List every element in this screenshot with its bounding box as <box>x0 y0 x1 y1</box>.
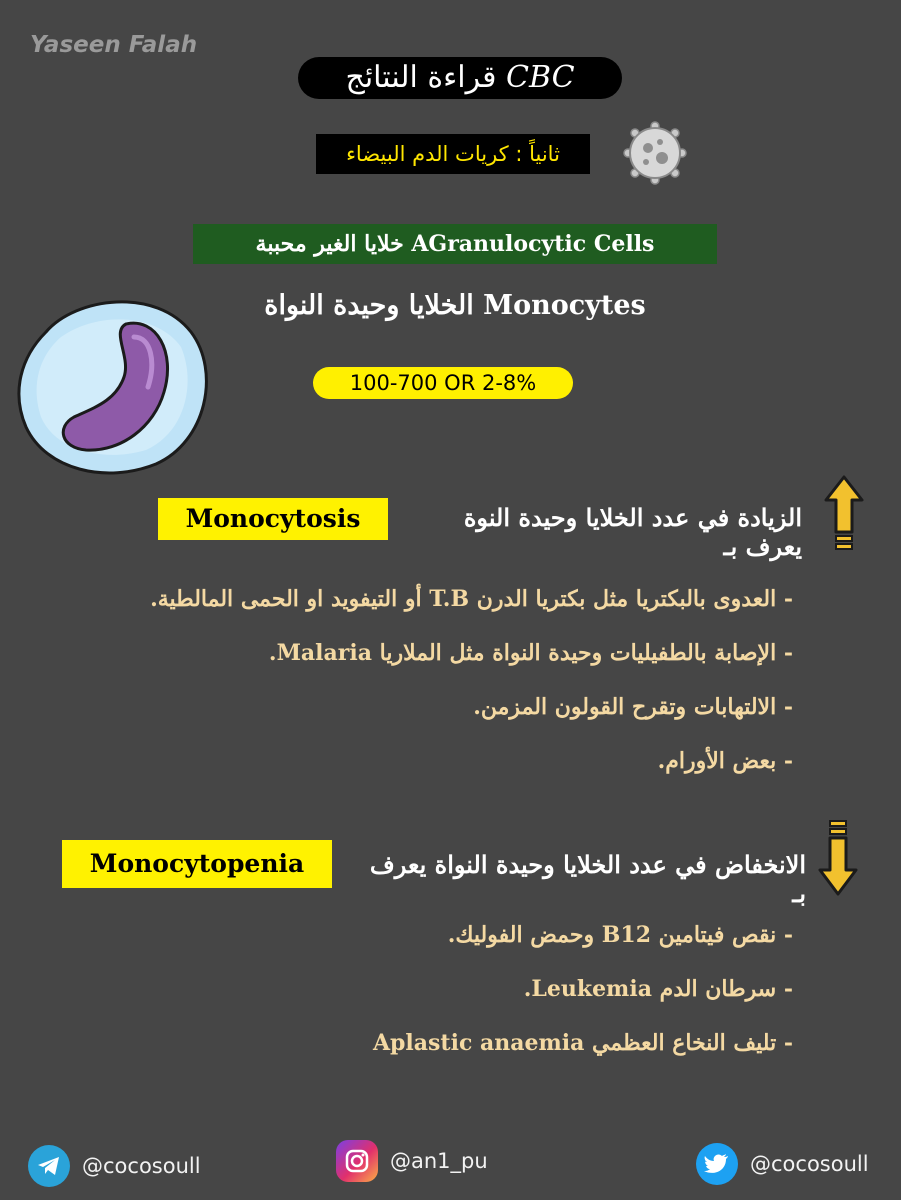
monocytes-heading: الخلايا وحيدة النواة Monocytes <box>264 290 646 321</box>
title-latin: CBC <box>506 60 575 95</box>
normal-range-badge: 100-700 OR 2-8% <box>313 367 573 399</box>
arrow-down-icon <box>816 818 860 898</box>
monocytopenia-causes-list <box>373 908 793 1070</box>
monocytosis-definition: الزيادة في عدد الخلايا وحيدة النوة يعرف بـ <box>463 503 802 561</box>
list-item: - تليف النخاع العظمي Aplastic anaemia <box>372 1030 793 1056</box>
arrow-up-icon <box>822 474 866 554</box>
author-signature: Yaseen Falah <box>30 32 198 58</box>
instagram-icon <box>336 1140 378 1182</box>
list-item: - العدوى بالبكتريا مثل بكتريا الدرن T.B أو التيفويد او الحمى المالطية. <box>150 586 793 612</box>
list-item: - نقص فيتامين B12 وحمض الفوليك. <box>447 922 793 948</box>
instagram-link[interactable] <box>336 1140 488 1182</box>
list-item: - الالتهابات وتقرح القولون المزمن. <box>473 694 793 720</box>
list-item: - سرطان الدم Leukemia. <box>523 976 793 1002</box>
list-item: - بعض الأورام. <box>657 748 793 774</box>
monocytopenia-term: Monocytopenia <box>62 840 332 888</box>
title-arabic: قراءة النتائج <box>345 60 497 95</box>
telegram-icon <box>28 1145 70 1187</box>
list-item: - الإصابة بالطفيليات وحيدة النواة مثل الملاريا Malaria. <box>268 640 793 666</box>
monocytosis-term: Monocytosis <box>158 498 388 540</box>
section-subtitle: ثانياً : كريات الدم البيضاء <box>316 134 590 174</box>
cell-category-banner: خلايا الغير محببة AGranulocytic Cells <box>193 224 717 264</box>
monocytopenia-definition: الانخفاض في عدد الخلايا وحيدة النواة يعرف بـ <box>369 850 806 908</box>
twitter-icon <box>696 1143 738 1185</box>
twitter-handle: @cocosoull <box>750 1152 869 1176</box>
page-title <box>298 57 622 99</box>
telegram-handle: @cocosoull <box>82 1154 201 1178</box>
white-blood-cell-icon <box>620 118 690 188</box>
monocytosis-causes-list <box>150 572 793 788</box>
instagram-handle: @an1_pu <box>390 1149 488 1173</box>
twitter-link[interactable] <box>696 1143 869 1185</box>
telegram-link[interactable] <box>28 1145 201 1187</box>
monocyte-cell-illustration <box>16 292 216 477</box>
